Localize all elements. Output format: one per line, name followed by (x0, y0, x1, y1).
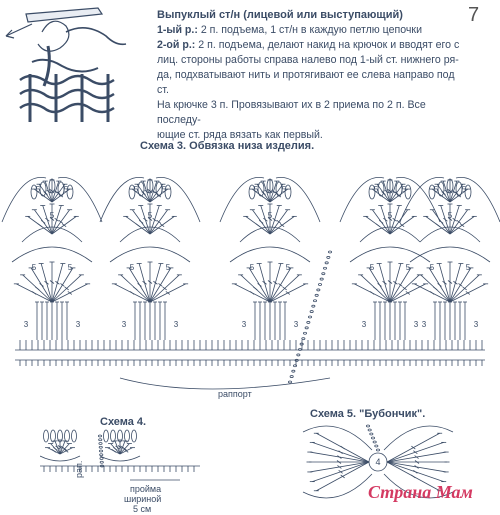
stitch-title: Выпуклый ст/н (лицевой или выступающий) (157, 9, 403, 21)
stitch-count-label: 5 (129, 263, 135, 272)
chain-stitch (368, 429, 371, 431)
petal-stitch (51, 430, 56, 442)
chain-arc (303, 426, 372, 450)
scheme5-caption: Схема 5. "Бубончик". (310, 408, 426, 420)
stitch-count-label: 5 (429, 263, 435, 272)
stitch-symbol (277, 220, 281, 223)
petal-stitch (104, 430, 109, 442)
stitch-symbol (278, 283, 282, 286)
stitch-symbol (139, 220, 143, 223)
row2-line-1: 2 п. подъема, делают накид на крючок и вводят его с (198, 39, 460, 51)
stitch-count-label: 5 (281, 185, 287, 194)
petal-stitch (125, 430, 130, 442)
stitch-count-label: 5 (401, 185, 407, 194)
chain-stitch (307, 321, 310, 323)
chain-stitch (303, 332, 306, 334)
stitch-symbol (413, 451, 417, 454)
chain-stitch (323, 267, 326, 269)
stitch-symbol (458, 283, 462, 286)
page-number: 7 (468, 4, 480, 26)
stitch-symbol (60, 283, 64, 286)
row1-text: 2 п. подъема, 1 ст/н в каждую петлю цепочки (200, 24, 422, 36)
scheme4-gap-label-3: 5 см (133, 504, 152, 514)
row1-label: 1-ый р.: (157, 24, 198, 36)
chain-stitch (100, 458, 103, 460)
chain-stitch (290, 376, 293, 378)
stitch-symbol (339, 470, 343, 473)
chain-stitch (370, 433, 373, 435)
stitch-count-label: 5 (461, 185, 467, 194)
chain-stitch (315, 294, 318, 296)
stitch-count-label: 5 (165, 263, 171, 272)
stitch-count-label: 3 (421, 320, 427, 329)
chain-stitch (317, 289, 320, 291)
chain-stitch (100, 454, 103, 456)
scheme4-gap-label-1: пройма (130, 484, 162, 494)
stitch-symbol (32, 291, 36, 294)
chain-stitch (99, 439, 102, 441)
chain-stitch (320, 278, 323, 280)
chain-stitch (302, 338, 305, 340)
chain-stitch (297, 354, 300, 356)
chain-stitch (318, 284, 321, 286)
stitch-symbol (250, 291, 254, 294)
chain-stitch (322, 273, 325, 275)
stitch-symbol (398, 283, 402, 286)
stitch-symbol (413, 470, 417, 473)
stitch-symbol (40, 283, 44, 286)
stitch-symbol (53, 447, 57, 450)
stitch-symbol (59, 220, 63, 223)
chain-stitch (375, 445, 378, 447)
chain-stitch (376, 449, 379, 451)
watermark: Страна Мам (368, 482, 473, 502)
stitch-count-label: 3 (413, 320, 419, 329)
stitch-count-label: 5 (405, 263, 411, 272)
stitch-symbol (138, 283, 142, 286)
chain-stitch (98, 435, 101, 437)
stitch-symbol (370, 291, 374, 294)
stitch-count-label: 5 (147, 211, 153, 220)
stitch-symbol (258, 283, 262, 286)
row2-line-5: ющие ст. ряда вязать как первый. (157, 129, 323, 141)
chain-stitch (308, 316, 311, 318)
chain-arc (12, 247, 92, 262)
scheme4-rap-label: рап. (74, 460, 84, 478)
row2-label: 2-ой р.: (157, 39, 196, 51)
chain-stitch (312, 305, 315, 307)
row1-instruction (157, 23, 465, 38)
chain-arc (110, 247, 190, 262)
stitch-symbol (430, 291, 434, 294)
stitch-symbol (113, 447, 117, 450)
stitch-count-label: 5 (373, 185, 379, 194)
stitch-symbol (438, 283, 442, 286)
scheme4-gap-label-2: шириной (124, 494, 162, 504)
stitch-symbol (433, 287, 437, 290)
stitch-count-label: 5 (433, 185, 439, 194)
stitch-count-label: 3 (361, 320, 367, 329)
stitch-symbol (256, 224, 260, 227)
stitch-count-label: 5 (161, 185, 167, 194)
stitch-description (157, 8, 465, 143)
chain-stitch (99, 450, 102, 452)
stitch-count-label: 5 (133, 185, 139, 194)
stitch-symbol (52, 449, 56, 452)
chain-stitch (292, 370, 295, 372)
stitch-count-label: 3 (473, 320, 479, 329)
stitch-symbol (38, 224, 42, 227)
stitch-symbol (457, 220, 461, 223)
stitch-symbol (376, 224, 380, 227)
stitch-symbol (436, 224, 440, 227)
stitch-symbol (373, 287, 377, 290)
scheme4-caption: Схема 4. (100, 416, 147, 428)
stitch-count-label: 3 (23, 320, 29, 329)
stitch-count-label: 3 (121, 320, 127, 329)
chain-arc (384, 426, 453, 450)
chain-arc (230, 247, 310, 262)
chain-stitch (325, 262, 328, 264)
stitch-count-label: 3 (293, 320, 299, 329)
stitch-count-label: 5 (49, 211, 55, 220)
petal-stitch (132, 430, 137, 442)
chain-arc (100, 456, 140, 461)
stitch-symbol (133, 287, 137, 290)
stitch-count-label: 5 (35, 185, 41, 194)
row2-instruction (157, 38, 465, 53)
chain-stitch (327, 256, 330, 258)
stitch-symbol (41, 220, 45, 223)
chain-stitch (305, 327, 308, 329)
scheme3-repeat-label: раппорт (218, 389, 252, 399)
chain-stitch (366, 425, 369, 427)
row2-line-3: да, подхватывают нить и протягивают ее слева направо под ст. (157, 69, 455, 96)
chain-arc (410, 247, 490, 262)
stitch-symbol (136, 224, 140, 227)
chain-stitch (328, 251, 331, 253)
stitch-count-label: 5 (267, 211, 273, 220)
chain-stitch (100, 461, 103, 463)
petal-stitch (44, 430, 49, 442)
chain-stitch (371, 437, 374, 439)
chain-stitch (373, 441, 376, 443)
stitch-count-label: 5 (253, 185, 259, 194)
stitch-count-label: 3 (173, 320, 179, 329)
stitch-symbol (157, 220, 161, 223)
stitch-symbol (379, 220, 383, 223)
stitch-count-label: 3 (75, 320, 81, 329)
stitch-count-label: 5 (67, 263, 73, 272)
stitch-symbol (158, 283, 162, 286)
stitch-count-label: 5 (285, 263, 291, 272)
stitch-count-label: 5 (447, 211, 453, 220)
stitch-count-label: 5 (465, 263, 471, 272)
scheme3-diagram (0, 152, 500, 402)
chain-arc (303, 474, 372, 498)
stitch-count-label: 5 (387, 211, 393, 220)
stitch-symbol (341, 446, 345, 449)
petal-stitch (72, 430, 77, 442)
chain-stitch (99, 446, 102, 448)
row2-line-4: На крючке 3 п. Провязывают их в 2 приема по 2 п. Все последу- (157, 99, 426, 126)
center-number: 4 (375, 457, 381, 467)
stitch-symbol (112, 449, 116, 452)
stitch-count-label: 5 (63, 185, 69, 194)
stitch-count-label: 5 (369, 263, 375, 272)
chain-stitch (310, 311, 313, 313)
chain-stitch (298, 349, 301, 351)
hook-illustration (2, 2, 132, 130)
stitch-count-label: 5 (31, 263, 37, 272)
scheme4-diagram (40, 426, 210, 486)
petal-stitch (65, 430, 70, 442)
stitch-count-label: 3 (241, 320, 247, 329)
scheme3-caption: Схема 3. Обвязка низа изделия. (140, 140, 315, 152)
stitch-symbol (253, 287, 257, 290)
stitch-symbol (35, 287, 39, 290)
chain-stitch (288, 381, 291, 383)
chain-stitch (99, 443, 102, 445)
stitch-symbol (259, 220, 263, 223)
chain-stitch (313, 300, 316, 302)
stitch-symbol (339, 451, 343, 454)
row2-line-2: лиц. стороны работы справа налево под 1-ый ст. нижнего ря- (157, 54, 459, 66)
repeat-bracket (120, 378, 330, 389)
stitch-symbol (130, 291, 134, 294)
stitch-symbol (378, 283, 382, 286)
chain-arc (350, 247, 430, 262)
stitch-symbol (411, 475, 415, 478)
stitch-count-label: 5 (249, 263, 255, 272)
petal-stitch (111, 430, 116, 442)
